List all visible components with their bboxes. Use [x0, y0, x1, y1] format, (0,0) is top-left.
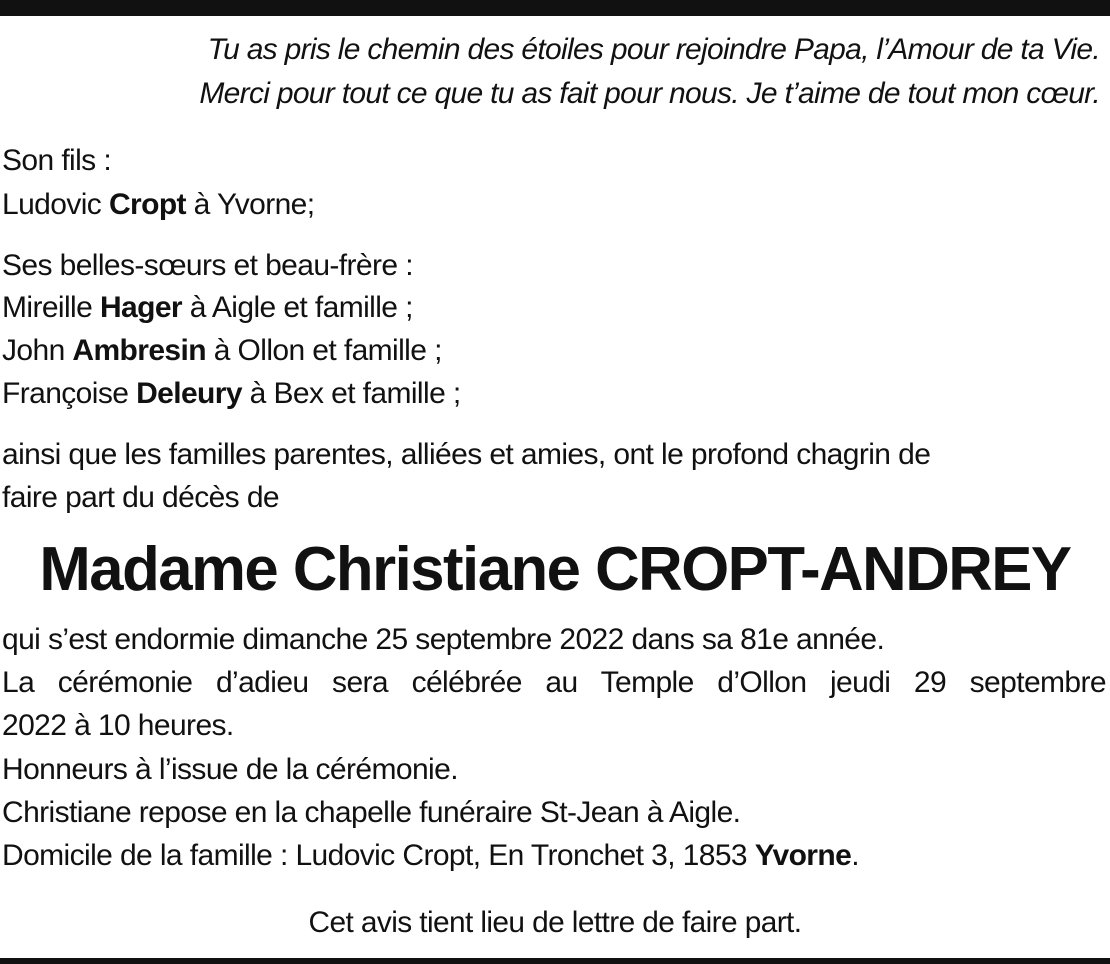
death-statement: qui s’est endormie dimanche 25 septembre 2022 dans sa 81e année. — [2, 623, 885, 656]
in-law-first-name: John — [2, 334, 73, 367]
domicile-town: Yvorne — [754, 839, 852, 872]
closing-line: Cet avis tient lieu de lettre de faire part. — [308, 906, 802, 939]
bottom-border-rule — [0, 958, 1110, 964]
son-entry — [2, 185, 314, 225]
in-law-entry — [2, 374, 461, 414]
in-law-entry — [2, 331, 442, 371]
in-law-first-name: Françoise — [2, 377, 137, 410]
rests-line: Christiane repose en la chapelle funéraire St-Jean à Aigle. — [2, 796, 741, 829]
deceased-name: Madame Christiane CROPT-ANDREY — [39, 535, 1071, 604]
domicile-address: Domicile de la famille : Ludovic Cropt, En Tronchet 3, 1853 — [2, 839, 755, 872]
in-law-location: à Ollon et famille ; — [205, 334, 442, 367]
ceremony-line-1: La cérémonie d’adieu sera célébrée au Temple d’Ollon jeudi 29 septembre — [2, 666, 1106, 699]
in-law-location: à Bex et famille ; — [241, 377, 461, 410]
announcement-line-1: ainsi que les familles parentes, alliées et amies, ont le profond chagrin de — [2, 438, 931, 471]
ceremony-line-2: 2022 à 10 heures. — [2, 709, 234, 742]
announcement-line-2: faire part du décès de — [2, 481, 279, 514]
top-border-rule — [0, 0, 1110, 16]
in-laws-heading: Ses belles-sœurs et beau-frère : — [2, 249, 413, 282]
domicile-suffix: . — [851, 839, 859, 872]
in-law-surname: Deleury — [136, 377, 242, 410]
son-surname: Cropt — [108, 188, 186, 221]
in-law-surname: Ambresin — [72, 334, 206, 367]
in-law-surname: Hager — [99, 291, 182, 324]
quote-line-2: Merci pour tout ce que tu as fait pour nous. Je t’aime de tout mon cœur. — [199, 77, 1100, 110]
ceremony-paragraph — [2, 663, 1106, 703]
son-first-name: Ludovic — [2, 188, 109, 221]
honours-line: Honneurs à l’issue de la cérémonie. — [2, 753, 458, 786]
son-heading: Son fils : — [2, 144, 112, 177]
in-law-first-name: Mireille — [2, 291, 100, 324]
in-law-location: à Aigle et famille ; — [182, 291, 413, 324]
quote-line-1: Tu as pris le chemin des étoiles pour rejoindre Papa, l’Amour de ta Vie. — [207, 33, 1100, 66]
son-location: à Yvorne; — [185, 188, 315, 221]
in-law-entry — [2, 288, 413, 328]
domicile-line — [2, 836, 859, 876]
